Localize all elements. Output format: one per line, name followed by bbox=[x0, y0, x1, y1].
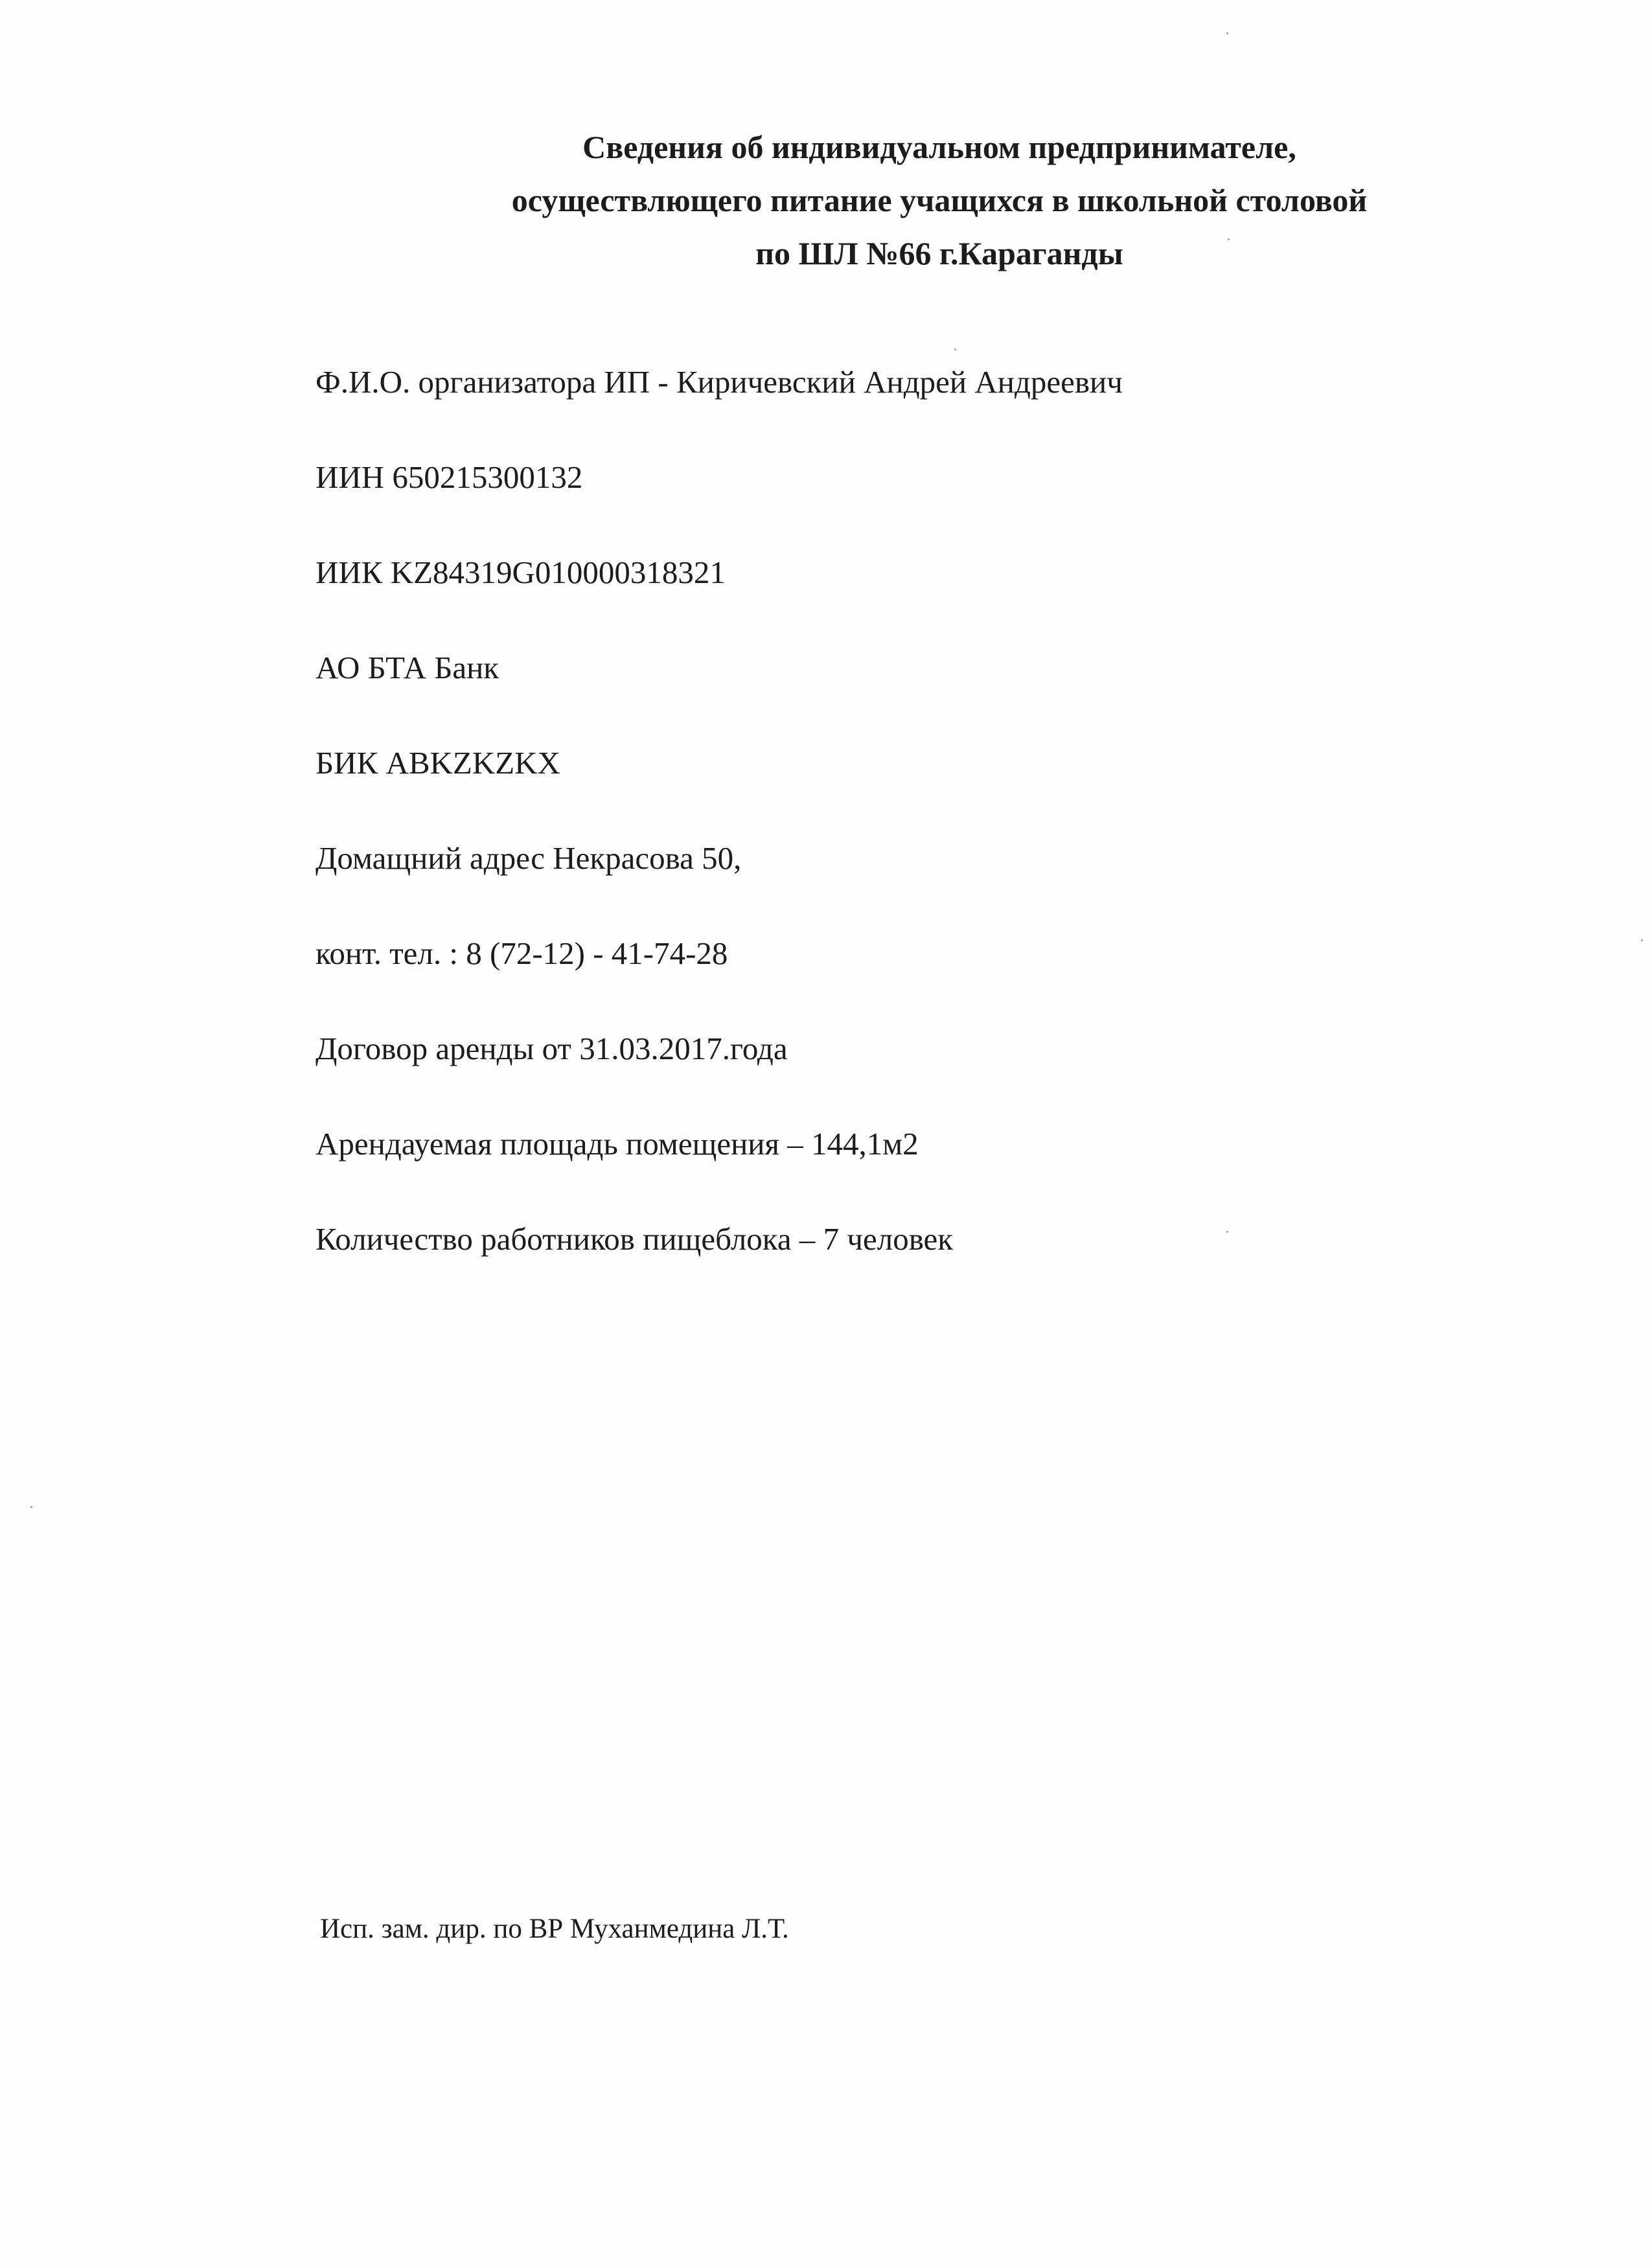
document-title bbox=[0, 120, 1652, 280]
field-contact-phone: конт. тел. : 8 (72-12) - 41-74-28 bbox=[315, 935, 728, 971]
field-iik: ИИК KZ84319G010000318321 bbox=[315, 555, 726, 590]
title-line-2: осуществлющего питание учащихся в школьной столовой bbox=[511, 182, 1368, 218]
field-bank: АО БТА Банк bbox=[315, 650, 499, 685]
footer-executor: Исп. зам. дир. по ВР Муханмедина Л.Т. bbox=[320, 1914, 789, 1944]
scan-speck bbox=[1226, 1231, 1228, 1233]
scan-speck bbox=[1226, 32, 1228, 34]
field-lease-contract: Договор аренды от 31.03.2017.года bbox=[315, 1031, 788, 1066]
scan-speck bbox=[30, 1506, 32, 1508]
field-home-address: Домащний адрес Некрасова 50, bbox=[315, 840, 742, 876]
field-staff-count: Количество работников пищеблока – 7 человек bbox=[315, 1221, 954, 1257]
field-bik: БИК ABKZKZKX bbox=[315, 745, 560, 781]
scan-speck bbox=[1641, 939, 1643, 941]
title-line-1: Сведения об индивидуальном предпринимателе, bbox=[582, 129, 1296, 165]
field-iin: ИИН 650215300132 bbox=[315, 459, 583, 495]
title-line-3: по ШЛ №66 г.Караганды bbox=[755, 235, 1123, 271]
scan-speck bbox=[1228, 238, 1230, 240]
field-owner-name: Ф.И.О. организатора ИП - Киричевский Андрей Андреевич bbox=[315, 364, 1123, 400]
field-leased-area: Арендауемая площадь помещения – 144,1м2 bbox=[315, 1126, 919, 1162]
scan-speck bbox=[954, 349, 956, 350]
